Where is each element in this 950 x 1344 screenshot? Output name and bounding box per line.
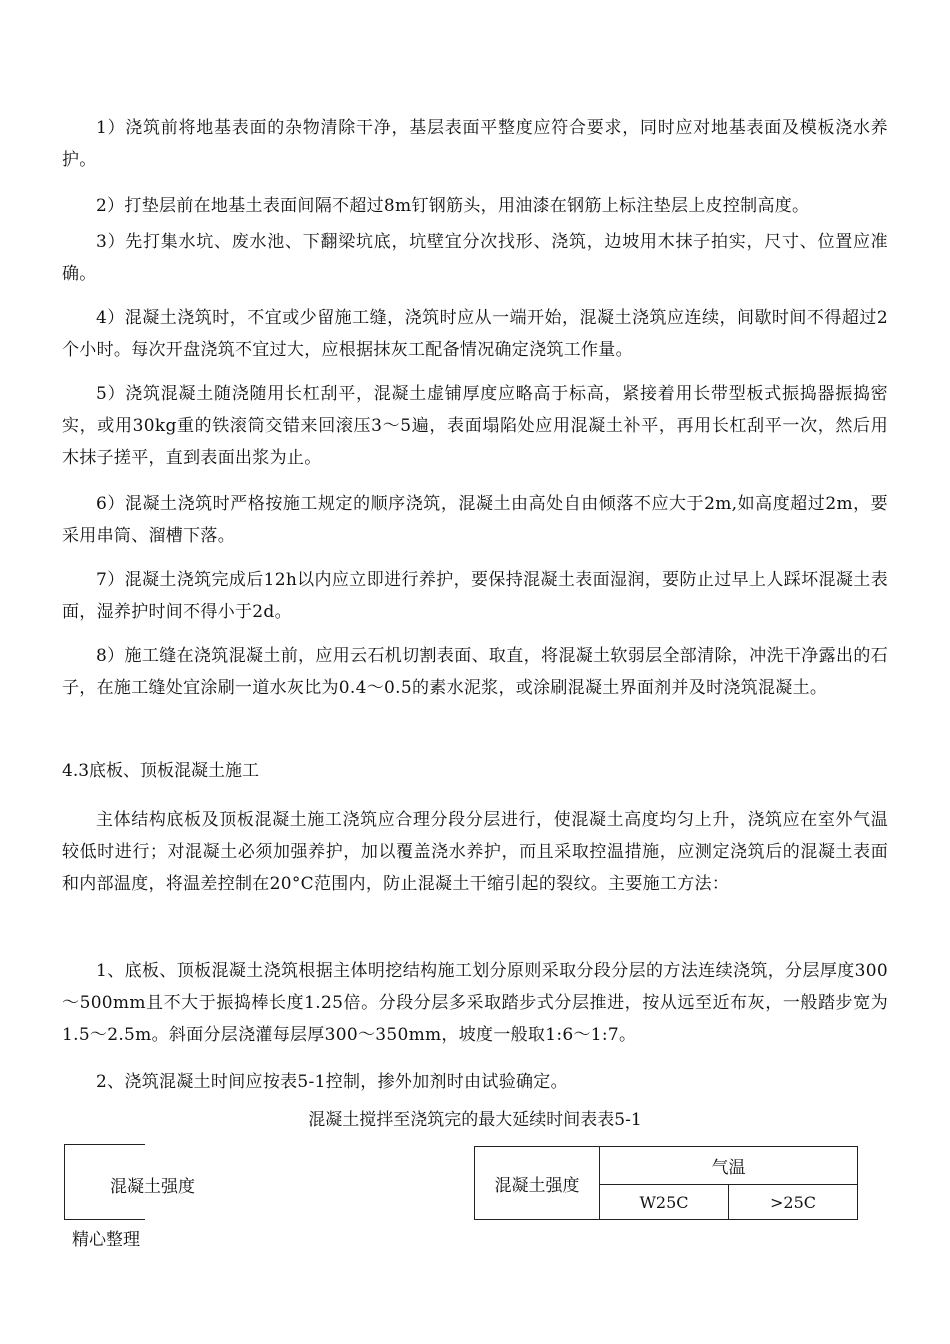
paragraph-2: 2）打垫层前在地基土表面间隔不超过8m钉钢筋头，用油漆在钢筋上标注垫层上皮控制高度。 [96,196,810,216]
paragraph-7: 7）混凝土浇筑完成后12h以内应立即进行养护，要保持混凝土表面湿润，要防止过早上人踩坏混凝土表面，湿养护时间不得小于2d。 [62,570,888,622]
column-header-cell: W25C [600,1185,729,1220]
left-table-label: 混凝土强度 [110,1177,195,1197]
column-header-cell: >25C [729,1185,858,1220]
max-duration-table [474,1146,858,1220]
table-caption: 混凝土搅拌至浇筑完的最大延续时间表表5-1 [308,1110,642,1130]
footer-note: 精心整理 [72,1230,140,1250]
paragraph-1: 1）浇筑前将地基表面的杂物清除干净，基层表面平整度应符合要求，同时应对地基表面及模板浇水养护。 [62,118,888,170]
paragraph-4: 4）混凝土浇筑时，不宜或少留施工缝，浇筑时应从一端开始，混凝土浇筑应连续，间歇时间不得超过2个小时。每次开盘浇筑不宜过大，应根据抹灰工配备情况确定浇筑工作量。 [62,308,888,360]
paragraph-3: 3）先打集水坑、废水池、下翻梁坑底，坑壁宜分次找形、浇筑，边坡用木抹子拍实，尺寸、位置应准确。 [62,232,888,284]
section-paragraph-3: 2、浇筑混凝土时间应按表5-1控制，掺外加剂时由试验确定。 [96,1072,568,1092]
table-row [475,1147,858,1185]
section-paragraph-2: 1、底板、顶板混凝土浇筑根据主体明挖结构施工划分原则采取分段分层的方法连续浇筑，分层厚度300～500mm且不大于振捣棒长度1.25倍。分段分层多采取踏步式分层推进，按从远至近布灰，一般踏步宽为1.5～2.5m。斜面分层浇灌每层厚300～350mm，坡度一般取1:6～1:7。 [62,961,888,1045]
section-heading: 4.3底板、顶板混凝土施工 [62,761,260,781]
paragraph-8: 8）施工缝在浇筑混凝土前，应用云石机切割表面、取直，将混凝土软弱层全部清除，冲洗干净露出的石子，在施工缝处宜涂刷一道水灰比为0.4～0.5的素水泥浆，或涂刷混凝土界面剂并及时浇筑混凝土。 [62,646,888,698]
paragraph-6: 6）混凝土浇筑时严格按施工规定的顺序浇筑，混凝土由高处自由倾落不应大于2m,如高度超过2m，要采用串筒、溜槽下落。 [62,494,888,546]
group-header-cell: 气温 [600,1147,858,1185]
section-paragraph-1: 主体结构底板及顶板混凝土施工浇筑应合理分段分层进行，使混凝土高度均匀上升，浇筑应在室外气温较低时进行；对混凝土必须加强养护，加以覆盖浇水养护，而且采取控温措施，应测定浇筑后的混凝土表面和内部温度，将温差控制在20°C范围内，防止混凝土干缩引起的裂纹。主要施工方法： [62,810,888,894]
paragraph-5: 5）浇筑混凝土随浇随用长杠刮平，混凝土虚铺厚度应略高于标高，紧接着用长带型板式振捣器振捣密实，或用30kg重的铁滚筒交错来回滚压3～5遍，表面塌陷处应用混凝土补平，再用长杠刮平一次，然后用木抹子搓平，直到表面出浆为止。 [62,384,888,468]
row-header-cell: 混凝土强度 [475,1147,600,1220]
